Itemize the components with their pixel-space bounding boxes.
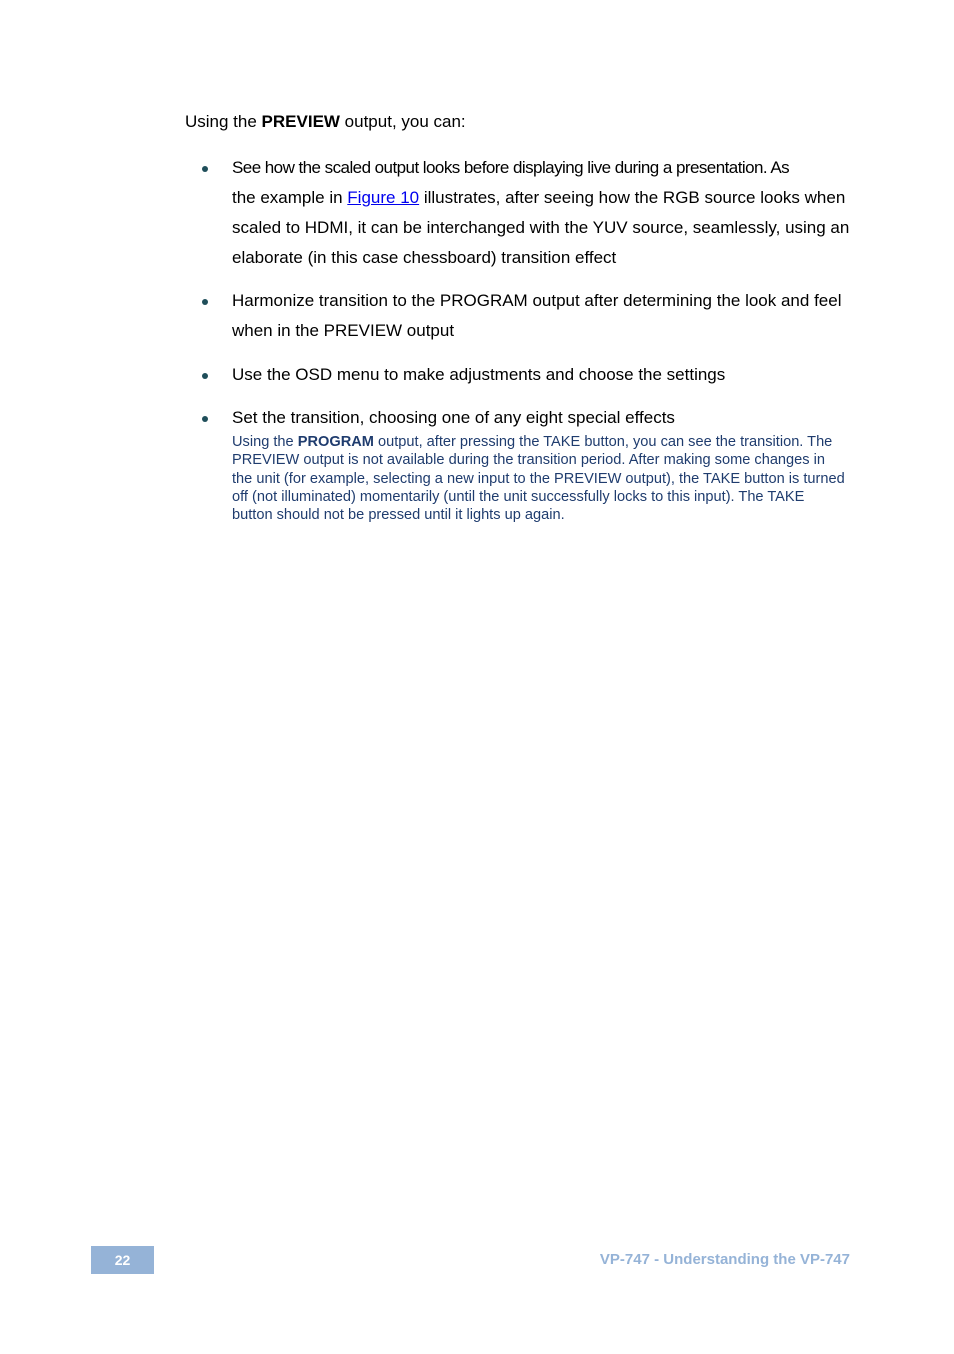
bullet-list <box>185 153 865 433</box>
intro-bold-preview: PREVIEW <box>261 112 340 131</box>
bullet-dot-icon <box>202 299 208 305</box>
intro-paragraph <box>185 111 466 133</box>
note-bold-program: PROGRAM <box>297 434 374 450</box>
intro-prefix: Using the <box>185 112 262 131</box>
bullet-1-post-link: illustrates, after seeing how the RGB source looks when scaled to HDMI, it can be interchanged with the YUV source, seamlessly, using an elaborate (in this case chessboard) transition effect <box>232 188 850 267</box>
bullet-2-text: Harmonize transition to the PROGRAM output after determining the look and feel when in the PREVIEW output <box>232 291 842 340</box>
page-number-badge: 22 <box>91 1246 154 1274</box>
bullet-item-harmonize <box>185 286 865 346</box>
footer-title: VP-747 - Understanding the VP-747 <box>599 1251 850 1268</box>
bullet-item-transition <box>185 403 865 433</box>
bullet-1-line-1: See how the scaled output looks before displaying live during a presentation. As <box>232 158 790 177</box>
bullet-3-text: Use the OSD menu to make adjustments and choose the settings <box>232 365 726 384</box>
bullet-item-scaled-output <box>185 153 865 273</box>
bullet-dot-icon <box>202 373 208 379</box>
bullet-item-osd-menu <box>185 360 865 390</box>
bullet-1-pre-link: the example in <box>232 188 348 207</box>
bullet-dot-icon <box>202 166 208 172</box>
bullet-4-text: Set the transition, choosing one of any eight special effects <box>232 408 675 427</box>
figure-10-link[interactable]: Figure 10 <box>347 188 420 207</box>
intro-suffix: output, you can: <box>339 112 466 131</box>
program-note <box>232 433 847 524</box>
note-suffix: output, after pressing the TAKE button, you can see the transition. The PREVIEW output is not available during the transition period. After making some changes in the unit (for example, selecting a new input to the PREVIEW output), the TAKE button is turned off (not illuminated) momentarily (until the unit successfully locks to this input). The TAKE button should not be pressed until it lights up again. <box>232 434 845 524</box>
bullet-dot-icon <box>202 416 208 422</box>
note-prefix: Using the <box>232 434 298 450</box>
